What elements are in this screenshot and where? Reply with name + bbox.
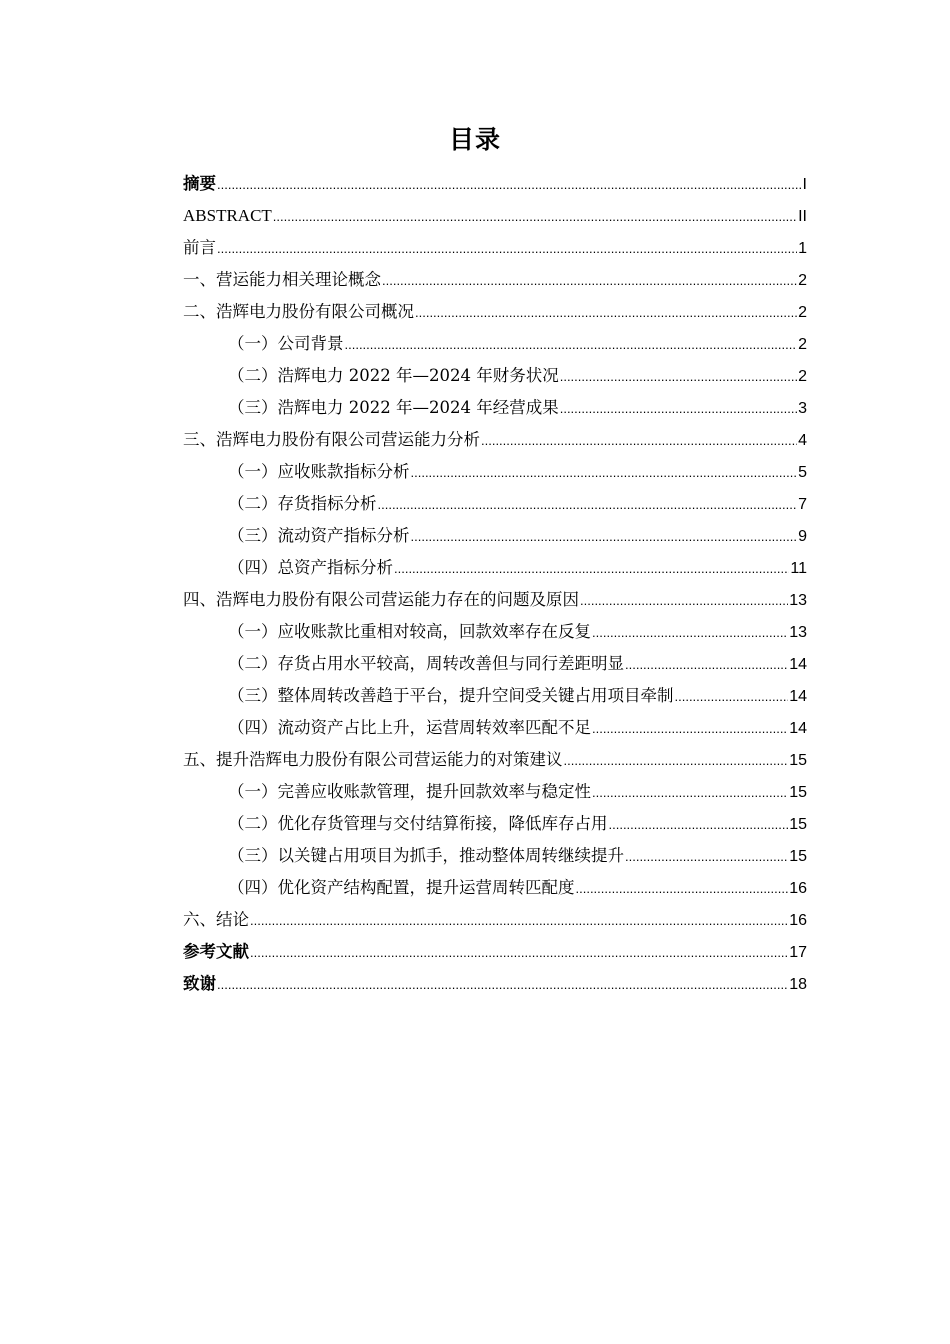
toc-dot-leader bbox=[273, 201, 797, 233]
toc-entry[interactable] bbox=[183, 424, 807, 456]
toc-entry-label: 四、浩辉电力股份有限公司营运能力存在的问题及原因 bbox=[183, 590, 579, 609]
toc-entry-label: （二）存货占用水平较高，周转改善但与同行差距明显 bbox=[228, 654, 624, 673]
toc-entry[interactable] bbox=[183, 520, 807, 552]
toc-entry-page-number: 15 bbox=[789, 752, 807, 769]
toc-entry-label: 致谢 bbox=[183, 974, 216, 993]
toc-entry-label: （三）整体周转改善趋于平台，提升空间受关键占用项目牵制 bbox=[228, 686, 674, 705]
toc-entry[interactable] bbox=[183, 584, 807, 616]
toc-entry[interactable] bbox=[183, 552, 807, 584]
toc-entry[interactable] bbox=[183, 232, 807, 264]
toc-entry-label: 前言 bbox=[183, 238, 216, 257]
toc-entry-label: 二、浩辉电力股份有限公司概况 bbox=[183, 302, 414, 321]
toc-entry-label: （二）浩辉电力 2022 年—2024 年财务状况 bbox=[228, 366, 559, 385]
toc-entry[interactable] bbox=[183, 936, 807, 968]
toc-dot-leader bbox=[394, 553, 789, 585]
toc-entry-label: （二）存货指标分析 bbox=[228, 494, 377, 513]
toc-entry[interactable] bbox=[183, 968, 807, 1000]
toc-entry-label: （四）优化资产结构配置，提升运营周转匹配度 bbox=[228, 878, 575, 897]
toc-dot-leader bbox=[564, 745, 789, 777]
toc-entry-label: （一）完善应收账款管理，提升回款效率与稳定性 bbox=[228, 782, 591, 801]
toc-entry[interactable] bbox=[183, 456, 807, 488]
toc-dot-leader bbox=[345, 329, 798, 361]
toc-entry[interactable] bbox=[183, 648, 807, 680]
toc-dot-leader bbox=[576, 873, 789, 905]
toc-dot-leader bbox=[592, 617, 788, 649]
toc-dot-leader bbox=[560, 393, 797, 425]
toc-dot-leader bbox=[250, 937, 788, 969]
toc-entry-page-number: 9 bbox=[798, 528, 807, 545]
toc-entry-page-number: 2 bbox=[798, 272, 807, 289]
toc-entry-page-number: 16 bbox=[789, 912, 807, 929]
toc-entry-page-number: 5 bbox=[798, 464, 807, 481]
toc-entry-label: （三）以关键占用项目为抓手，推动整体周转继续提升 bbox=[228, 846, 624, 865]
toc-entry-label: 摘要 bbox=[183, 174, 216, 193]
toc-dot-leader bbox=[250, 905, 788, 937]
toc-entry-page-number: 14 bbox=[789, 720, 807, 737]
toc-entry[interactable] bbox=[183, 200, 807, 232]
toc-entry[interactable] bbox=[183, 328, 807, 360]
toc-entry-page-number: 3 bbox=[798, 400, 807, 417]
toc-dot-leader bbox=[592, 713, 788, 745]
toc-entry-label: （二）优化存货管理与交付结算衔接，降低库存占用 bbox=[228, 814, 608, 833]
toc-dot-leader bbox=[625, 841, 788, 873]
toc-title: 目录 bbox=[448, 125, 501, 154]
toc-entry-page-number: 14 bbox=[789, 688, 807, 705]
toc-entry-label: （一）应收账款指标分析 bbox=[228, 462, 410, 481]
toc-dot-leader bbox=[378, 489, 798, 521]
toc-entry[interactable] bbox=[183, 712, 807, 744]
toc-entry-label: 五、提升浩辉电力股份有限公司营运能力的对策建议 bbox=[183, 750, 563, 769]
toc-dot-leader bbox=[217, 233, 797, 265]
toc-entry-page-number: 14 bbox=[789, 656, 807, 673]
toc-entry[interactable] bbox=[183, 840, 807, 872]
toc-entry-page-number: 11 bbox=[790, 560, 807, 577]
toc-dot-leader bbox=[411, 457, 798, 489]
toc-dot-leader bbox=[609, 809, 789, 841]
toc-entry[interactable] bbox=[183, 904, 807, 936]
toc-entry-label: （四）流动资产占比上升，运营周转效率匹配不足 bbox=[228, 718, 591, 737]
toc-entry-label: （四）总资产指标分析 bbox=[228, 558, 393, 577]
table-of-contents bbox=[183, 168, 807, 1000]
toc-entry-page-number: II bbox=[798, 208, 807, 225]
toc-entry-page-number: 7 bbox=[798, 496, 807, 513]
toc-entry[interactable] bbox=[183, 776, 807, 808]
toc-entry-page-number: 13 bbox=[789, 592, 807, 609]
toc-dot-leader bbox=[625, 649, 788, 681]
toc-dot-leader bbox=[415, 297, 797, 329]
toc-entry[interactable] bbox=[183, 872, 807, 904]
toc-entry-page-number: 2 bbox=[798, 336, 807, 353]
toc-entry-label: ABSTRACT bbox=[183, 206, 272, 225]
toc-dot-leader bbox=[217, 169, 802, 201]
toc-dot-leader bbox=[411, 521, 798, 553]
toc-entry[interactable] bbox=[183, 680, 807, 712]
toc-entry-page-number: 18 bbox=[789, 976, 807, 993]
toc-entry-page-number: I bbox=[802, 176, 807, 193]
toc-dot-leader bbox=[675, 681, 789, 713]
toc-entry-page-number: 2 bbox=[798, 304, 807, 321]
toc-entry-label: （三）浩辉电力 2022 年—2024 年经营成果 bbox=[228, 398, 559, 417]
toc-entry-page-number: 15 bbox=[789, 848, 807, 865]
toc-entry[interactable] bbox=[183, 296, 807, 328]
toc-entry-label: （一）公司背景 bbox=[228, 334, 344, 353]
toc-dot-leader bbox=[382, 265, 797, 297]
toc-entry[interactable] bbox=[183, 744, 807, 776]
toc-dot-leader bbox=[481, 425, 797, 457]
toc-entry[interactable] bbox=[183, 360, 807, 392]
toc-entry[interactable] bbox=[183, 392, 807, 424]
toc-entry-page-number: 16 bbox=[789, 880, 807, 897]
toc-dot-leader bbox=[592, 777, 788, 809]
toc-entry-label: 三、浩辉电力股份有限公司营运能力分析 bbox=[183, 430, 480, 449]
toc-dot-leader bbox=[217, 969, 788, 1001]
toc-entry[interactable] bbox=[183, 168, 807, 200]
toc-dot-leader bbox=[580, 585, 788, 617]
toc-dot-leader bbox=[560, 361, 797, 393]
toc-entry-page-number: 15 bbox=[789, 816, 807, 833]
toc-entry[interactable] bbox=[183, 488, 807, 520]
toc-entry-page-number: 15 bbox=[789, 784, 807, 801]
toc-entry-page-number: 17 bbox=[789, 944, 807, 961]
toc-entry[interactable] bbox=[183, 264, 807, 296]
toc-entry-label: 一、营运能力相关理论概念 bbox=[183, 270, 381, 289]
toc-entry[interactable] bbox=[183, 616, 807, 648]
toc-entry-label: （三）流动资产指标分析 bbox=[228, 526, 410, 545]
toc-entry-page-number: 4 bbox=[798, 432, 807, 449]
toc-entry-label: （一）应收账款比重相对较高，回款效率存在反复 bbox=[228, 622, 591, 641]
toc-entry-page-number: 2 bbox=[798, 368, 807, 385]
toc-entry-page-number: 1 bbox=[798, 240, 807, 257]
toc-entry[interactable] bbox=[183, 808, 807, 840]
toc-entry-label: 参考文献 bbox=[183, 942, 249, 961]
toc-entry-page-number: 13 bbox=[789, 624, 807, 641]
toc-entry-label: 六、结论 bbox=[183, 910, 249, 929]
